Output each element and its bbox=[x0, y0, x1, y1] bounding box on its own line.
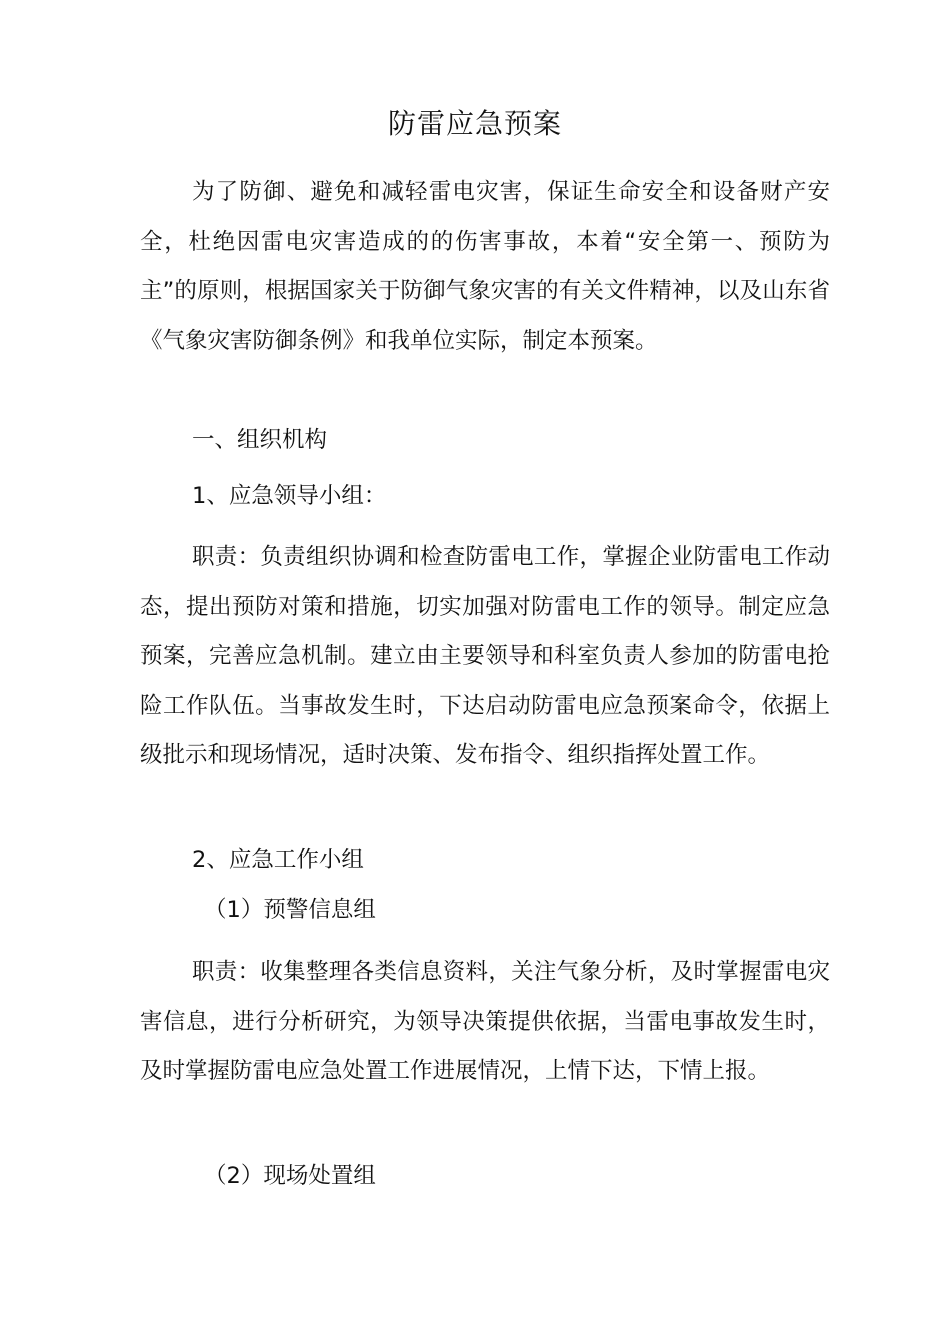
section-heading-organization: 一、组织机构 bbox=[192, 427, 328, 453]
warning-info-duty-paragraph: 职责：收集整理各类信息资料，关注气象分析，及时掌握雷电灾害信息，进行分析研究，为领导决策提供依据，当雷电事故发生时，及时掌握防雷电应急处置工作进展情况，上情下达，下情上报。 bbox=[140, 959, 830, 1085]
document-title: 防雷应急预案 bbox=[387, 107, 562, 140]
group-heading-onsite-handling: （2）现场处置组 bbox=[204, 1163, 376, 1189]
subsection-heading-leadership-group: 1、应急领导小组： bbox=[192, 483, 387, 509]
group-heading-warning-info: （1）预警信息组 bbox=[204, 897, 376, 923]
subsection-heading-work-group: 2、应急工作小组 bbox=[192, 847, 364, 873]
intro-paragraph: 为了防御、避免和减轻雷电灾害，保证生命安全和设备财产安全，杜绝因雷电灾害造成的的伤害事故，本着“安全第一、预防为主”的原则，根据国家关于防御气象灾害的有关文件精神，以及山东省《气象灾害防御条例》和我单位实际，制定本预案。 bbox=[140, 179, 830, 354]
leadership-group-duty-paragraph: 职责：负责组织协调和检查防雷电工作，掌握企业防雷电工作动态，提出预防对策和措施，切实加强对防雷电工作的领导。制定应急预案，完善应急机制。建立由主要领导和科室负责人参加的防雷电抢险工作队伍。当事故发生时，下达启动防雷电应急预案命令，依据上级批示和现场情况，适时决策、发布指令、组织指挥处置工作。 bbox=[140, 544, 830, 769]
